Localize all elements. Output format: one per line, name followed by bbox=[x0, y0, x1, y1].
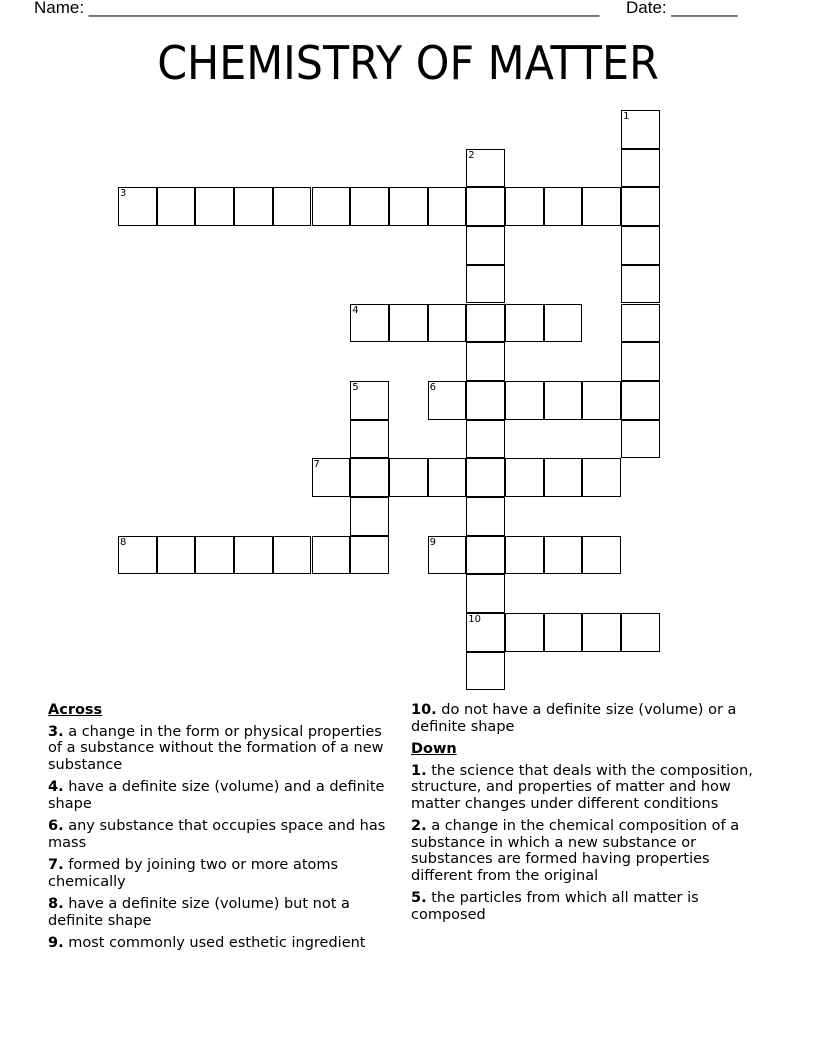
grid-cell[interactable] bbox=[389, 458, 428, 497]
grid-cell[interactable] bbox=[466, 420, 505, 459]
grid-cell[interactable] bbox=[544, 536, 583, 575]
grid-cell[interactable] bbox=[118, 187, 157, 226]
grid-cell[interactable] bbox=[621, 613, 660, 652]
grid-cell[interactable] bbox=[621, 420, 660, 459]
clue-number: 4 bbox=[352, 304, 359, 316]
grid-cell[interactable] bbox=[582, 536, 621, 575]
clues-left-column bbox=[48, 702, 393, 958]
grid-cell[interactable] bbox=[312, 536, 351, 575]
grid-cell[interactable] bbox=[621, 342, 660, 381]
clue-number: 6. bbox=[48, 818, 64, 834]
grid-cell[interactable] bbox=[505, 536, 544, 575]
clue-text: a change in the form or physical properties of a substance without the formation of a new substance bbox=[48, 723, 384, 773]
grid-cell[interactable] bbox=[157, 536, 196, 575]
grid-cell[interactable] bbox=[350, 187, 389, 226]
grid-cell[interactable] bbox=[466, 381, 505, 420]
down-clue bbox=[411, 890, 771, 923]
grid-cell[interactable] bbox=[466, 265, 505, 304]
grid-cell[interactable] bbox=[234, 187, 273, 226]
grid-cell[interactable] bbox=[312, 458, 351, 497]
grid-cell[interactable] bbox=[157, 187, 196, 226]
clue-text: do not have a definite size (volume) or a definite shape bbox=[411, 702, 737, 735]
grid-cell[interactable] bbox=[350, 536, 389, 575]
grid-cell[interactable] bbox=[621, 226, 660, 265]
grid-cell[interactable] bbox=[582, 381, 621, 420]
grid-cell[interactable] bbox=[582, 613, 621, 652]
clue-text: a change in the chemical composition of a substance in which a new substance or substances are formed having properties different from the original bbox=[411, 818, 740, 884]
grid-cell[interactable] bbox=[621, 149, 660, 188]
grid-cell[interactable] bbox=[273, 187, 312, 226]
grid-cell[interactable] bbox=[350, 458, 389, 497]
clue-text: any substance that occupies space and has mass bbox=[48, 818, 386, 851]
across-heading: Across bbox=[48, 702, 103, 718]
grid-cell[interactable] bbox=[389, 187, 428, 226]
down-clue bbox=[411, 818, 771, 884]
grid-cell[interactable] bbox=[466, 613, 505, 652]
clue-text: have a definite size (volume) and a definite shape bbox=[48, 779, 385, 812]
clue-text: formed by joining two or more atoms chemically bbox=[48, 857, 339, 890]
grid-cell[interactable] bbox=[118, 536, 157, 575]
grid-cell[interactable] bbox=[466, 574, 505, 613]
grid-cell[interactable] bbox=[312, 187, 351, 226]
clue-number: 2. bbox=[411, 818, 427, 834]
grid-cell[interactable] bbox=[466, 536, 505, 575]
grid-cell[interactable] bbox=[195, 187, 234, 226]
grid-cell[interactable] bbox=[389, 304, 428, 343]
clues-right-column bbox=[411, 702, 771, 929]
grid-cell[interactable] bbox=[505, 381, 544, 420]
grid-cell[interactable] bbox=[621, 265, 660, 304]
grid-cell[interactable] bbox=[466, 304, 505, 343]
clue-number: 7 bbox=[313, 459, 320, 471]
grid-cell[interactable] bbox=[582, 458, 621, 497]
clue-number: 2 bbox=[468, 149, 475, 161]
across-clue bbox=[48, 935, 393, 952]
grid-cell[interactable] bbox=[505, 304, 544, 343]
name-field[interactable]: Name: ______________________________________________________ bbox=[34, 0, 600, 17]
grid-cell[interactable] bbox=[544, 304, 583, 343]
grid-cell[interactable] bbox=[544, 458, 583, 497]
clue-number: 7. bbox=[48, 857, 64, 873]
grid-cell[interactable] bbox=[505, 458, 544, 497]
across-clue bbox=[48, 896, 393, 929]
clue-text: most commonly used esthetic ingredient bbox=[68, 935, 366, 951]
clue-text: have a definite size (volume) but not a definite shape bbox=[48, 896, 350, 929]
down-clue bbox=[411, 763, 771, 813]
grid-cell[interactable] bbox=[544, 613, 583, 652]
clue-number: 9. bbox=[48, 935, 64, 951]
across-clue bbox=[48, 818, 393, 851]
grid-cell[interactable] bbox=[428, 536, 467, 575]
grid-cell[interactable] bbox=[621, 381, 660, 420]
clue-text: the particles from which all matter is composed bbox=[411, 890, 699, 923]
grid-cell[interactable] bbox=[582, 187, 621, 226]
clue-number: 3 bbox=[120, 188, 127, 200]
clue-text: the science that deals with the composition, structure, and properties of matter and how matter changes under different conditions bbox=[411, 762, 753, 812]
grid-cell[interactable] bbox=[234, 536, 273, 575]
grid-cell[interactable] bbox=[544, 381, 583, 420]
grid-cell[interactable] bbox=[195, 536, 234, 575]
grid-cell[interactable] bbox=[466, 652, 505, 691]
clue-number: 6 bbox=[429, 381, 436, 393]
grid-cell[interactable] bbox=[466, 497, 505, 536]
grid-cell[interactable] bbox=[544, 187, 583, 226]
grid-cell[interactable] bbox=[621, 187, 660, 226]
grid-cell[interactable] bbox=[505, 187, 544, 226]
clue-number: 3. bbox=[48, 723, 64, 740]
clue-number: 4. bbox=[48, 779, 64, 795]
grid-cell[interactable] bbox=[428, 187, 467, 226]
across-clue bbox=[48, 724, 393, 774]
clue-number: 9 bbox=[429, 536, 436, 548]
grid-cell[interactable] bbox=[428, 381, 467, 420]
grid-cell[interactable] bbox=[350, 420, 389, 459]
grid-cell[interactable] bbox=[466, 342, 505, 381]
grid-cell[interactable] bbox=[273, 536, 312, 575]
across-clue bbox=[411, 702, 771, 735]
grid-cell[interactable] bbox=[466, 458, 505, 497]
clue-number: 1. bbox=[411, 762, 427, 779]
date-field[interactable]: Date: _______ bbox=[626, 0, 738, 17]
clue-number: 1 bbox=[623, 111, 630, 122]
clue-number: 10. bbox=[411, 702, 437, 718]
grid-cell[interactable] bbox=[350, 497, 389, 536]
down-heading: Down bbox=[411, 741, 457, 757]
clue-number: 8. bbox=[48, 896, 64, 912]
grid-cell[interactable] bbox=[621, 304, 660, 343]
clue-number: 10 bbox=[468, 614, 482, 626]
clue-number: 5. bbox=[411, 890, 427, 906]
across-clue bbox=[48, 779, 393, 812]
grid-cell[interactable] bbox=[350, 381, 389, 420]
grid-cell[interactable] bbox=[466, 149, 505, 188]
grid-cell[interactable] bbox=[505, 613, 544, 652]
across-clue bbox=[48, 857, 393, 890]
clue-number: 8 bbox=[120, 536, 127, 548]
grid-cell[interactable] bbox=[466, 187, 505, 226]
page-title: CHEMISTRY OF MATTER bbox=[157, 36, 659, 90]
grid-cell[interactable] bbox=[466, 226, 505, 265]
grid-cell[interactable] bbox=[621, 110, 660, 149]
grid-cell[interactable] bbox=[350, 304, 389, 343]
clue-number: 5 bbox=[352, 381, 359, 393]
grid-cell[interactable] bbox=[428, 458, 467, 497]
grid-cell[interactable] bbox=[428, 304, 467, 343]
